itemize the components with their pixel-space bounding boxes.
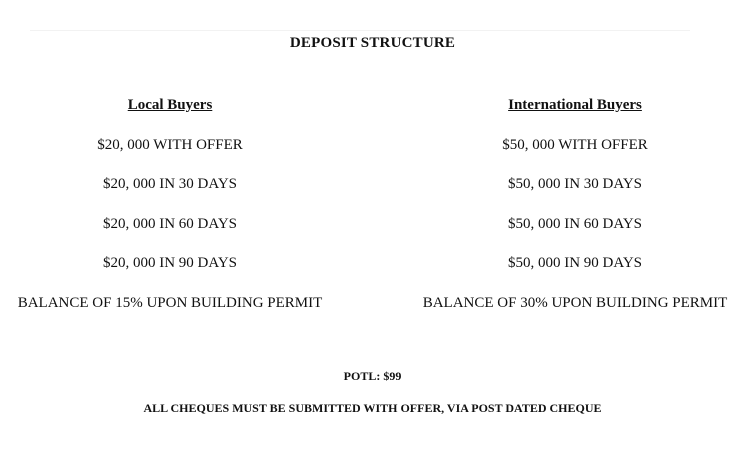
international-deposit-30-days: $50, 000 IN 30 DAYS bbox=[507, 176, 643, 192]
local-balance: BALANCE OF 15% UPON BUILDING PERMIT bbox=[17, 294, 323, 311]
local-deposit-30-days: $20, 000 IN 30 DAYS bbox=[102, 176, 238, 192]
local-buyers-heading: Local Buyers bbox=[127, 97, 213, 113]
international-deposit-60-days: $50, 000 IN 60 DAYS bbox=[507, 215, 643, 232]
top-rule bbox=[30, 30, 690, 31]
local-buyers-column bbox=[0, 95, 340, 332]
international-balance: BALANCE OF 30% UPON BUILDING PERMIT bbox=[422, 294, 728, 311]
international-buyers-column bbox=[405, 95, 745, 332]
cheque-note: ALL CHEQUES MUST BE SUBMITTED WITH OFFER, VIA POST DATED CHEQUE bbox=[143, 401, 602, 415]
local-deposit-offer: $20, 000 WITH OFFER bbox=[97, 136, 243, 153]
local-deposit-90-days: $20, 000 IN 90 DAYS bbox=[102, 255, 238, 271]
potl-fee: POTL: $99 bbox=[343, 369, 402, 383]
local-deposit-60-days: $20, 000 IN 60 DAYS bbox=[102, 215, 238, 232]
international-deposit-offer: $50, 000 WITH OFFER bbox=[502, 136, 648, 153]
international-deposit-90-days: $50, 000 IN 90 DAYS bbox=[507, 255, 643, 271]
page-title: DEPOSIT STRUCTURE bbox=[289, 35, 456, 51]
international-buyers-heading: International Buyers bbox=[508, 97, 642, 113]
